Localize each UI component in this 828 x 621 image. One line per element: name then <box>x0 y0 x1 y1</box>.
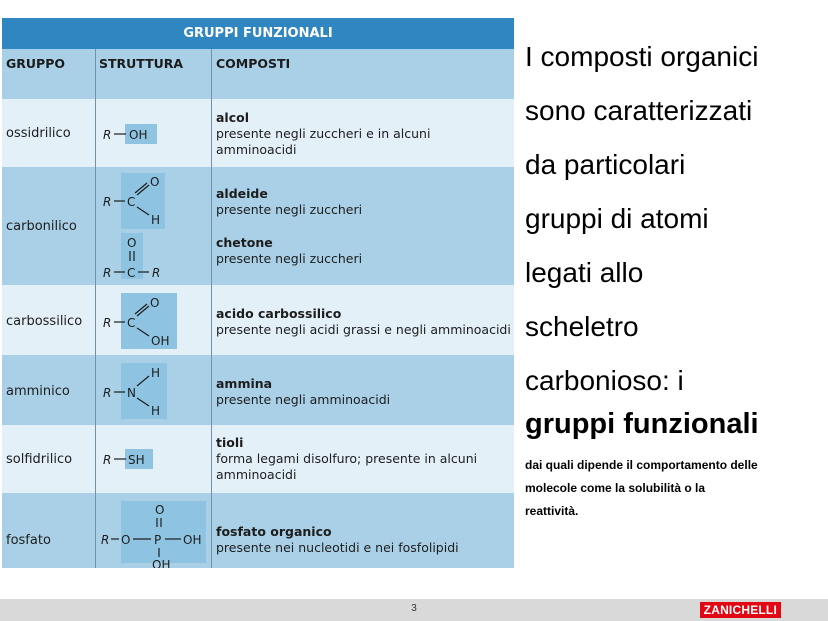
page-number: 3 <box>411 603 417 614</box>
group-name: solfidrilico <box>6 452 73 467</box>
group-name: amminico <box>6 384 70 399</box>
column-divider <box>211 49 212 568</box>
compound-cell <box>216 110 430 158</box>
group-name: ossidrilico <box>6 126 71 141</box>
compound-name: chetone <box>216 235 273 250</box>
compound-desc: amminoacidi <box>216 467 297 482</box>
table-row-amino <box>2 355 514 426</box>
structure-carbonyl <box>97 167 212 285</box>
compound-name: acido carbossilico <box>216 306 342 321</box>
svg-text:R: R <box>103 195 112 209</box>
compound-name: ammina <box>216 376 273 391</box>
svg-text:H: H <box>151 404 161 418</box>
detail-line: molecole come la solubilità o la <box>525 481 706 495</box>
svg-text:R: R <box>152 266 161 280</box>
svg-text:H: H <box>151 366 161 380</box>
header-group: GRUPPO <box>6 56 65 71</box>
intro-line: scheletro <box>525 311 639 342</box>
svg-text:OH: OH <box>183 533 202 547</box>
structure-hydroxyl <box>97 99 212 167</box>
svg-text:C: C <box>127 195 136 209</box>
svg-text:P: P <box>154 533 162 547</box>
svg-text:OH: OH <box>151 334 170 348</box>
table-row-carboxyl <box>2 285 514 356</box>
zanichelli-logo: ZANICHELLI <box>700 602 781 618</box>
compound-desc: presente negli acidi grassi e negli amminoacidi <box>216 322 511 337</box>
compound-cell <box>216 235 362 267</box>
header-compounds: COMPOSTI <box>216 56 291 71</box>
structure-phosphate <box>97 493 212 568</box>
compound-cell <box>216 524 459 556</box>
intro-line: sono caratterizzati <box>525 95 753 126</box>
intro-detail-text <box>525 454 825 523</box>
column-divider <box>95 49 96 568</box>
table-row-phosphate <box>2 493 514 568</box>
intro-bold-term: gruppi funzionali <box>525 408 759 440</box>
svg-text:R: R <box>103 453 112 467</box>
svg-text:H: H <box>151 213 161 227</box>
intro-line: carbonioso: i <box>525 365 684 396</box>
compound-desc: presente negli zuccheri e in alcuni <box>216 126 431 141</box>
svg-text:SH: SH <box>128 453 145 467</box>
svg-text:R: R <box>101 533 110 547</box>
compound-name: alcol <box>216 110 250 125</box>
compound-desc: presente negli zuccheri <box>216 251 363 266</box>
compound-name: tioli <box>216 435 244 450</box>
table-row-sulfhydryl <box>2 425 514 494</box>
intro-line: legati allo <box>525 257 644 288</box>
svg-text:O: O <box>127 236 137 250</box>
svg-text:C: C <box>127 266 136 280</box>
compound-cell <box>216 306 511 338</box>
svg-text:R: R <box>103 128 112 142</box>
table-title: GRUPPI FUNZIONALI <box>2 18 514 49</box>
footer-bar <box>0 599 828 621</box>
intro-text <box>525 30 825 408</box>
intro-line: da particolari <box>525 149 686 180</box>
compound-cell <box>216 376 390 408</box>
compound-cell <box>216 435 477 483</box>
group-name: carbossilico <box>6 314 83 329</box>
structure-carboxyl <box>97 285 212 355</box>
compound-desc: presente negli amminoacidi <box>216 392 391 407</box>
compound-desc: amminoacidi <box>216 142 297 157</box>
svg-text:O: O <box>150 175 160 189</box>
svg-text:O: O <box>155 503 165 517</box>
functional-groups-table <box>2 18 514 568</box>
compound-name: fosfato organico <box>216 524 332 539</box>
group-name: fosfato <box>6 533 51 548</box>
table-row-hydroxyl <box>2 99 514 168</box>
compound-desc: presente negli zuccheri <box>216 202 363 217</box>
table-row-carbonyl <box>2 167 514 286</box>
compound-desc: forma legami disolfuro; presente in alcuni <box>216 451 478 466</box>
svg-text:O: O <box>150 296 160 310</box>
intro-line: I composti organici <box>525 41 759 72</box>
svg-text:R: R <box>103 386 112 400</box>
compound-cell <box>216 186 362 218</box>
header-structure: STRUTTURA <box>99 56 184 71</box>
svg-text:C: C <box>127 316 136 330</box>
detail-line: dai quali dipende il comportamento delle <box>525 458 758 472</box>
structure-sulfhydryl <box>97 425 212 493</box>
svg-text:N: N <box>127 386 136 400</box>
svg-text:O: O <box>121 533 131 547</box>
intro-line: gruppi di atomi <box>525 203 709 234</box>
compound-desc: presente nei nucleotidi e nei fosfolipidi <box>216 540 459 555</box>
svg-text:R: R <box>103 266 112 280</box>
group-name: carbonilico <box>6 219 77 234</box>
detail-line: reattività. <box>525 504 579 518</box>
compound-name: aldeide <box>216 186 268 201</box>
svg-text:OH: OH <box>152 558 171 568</box>
structure-amino <box>97 355 212 425</box>
svg-text:R: R <box>103 316 112 330</box>
svg-text:OH: OH <box>129 128 148 142</box>
table-header <box>2 49 514 101</box>
